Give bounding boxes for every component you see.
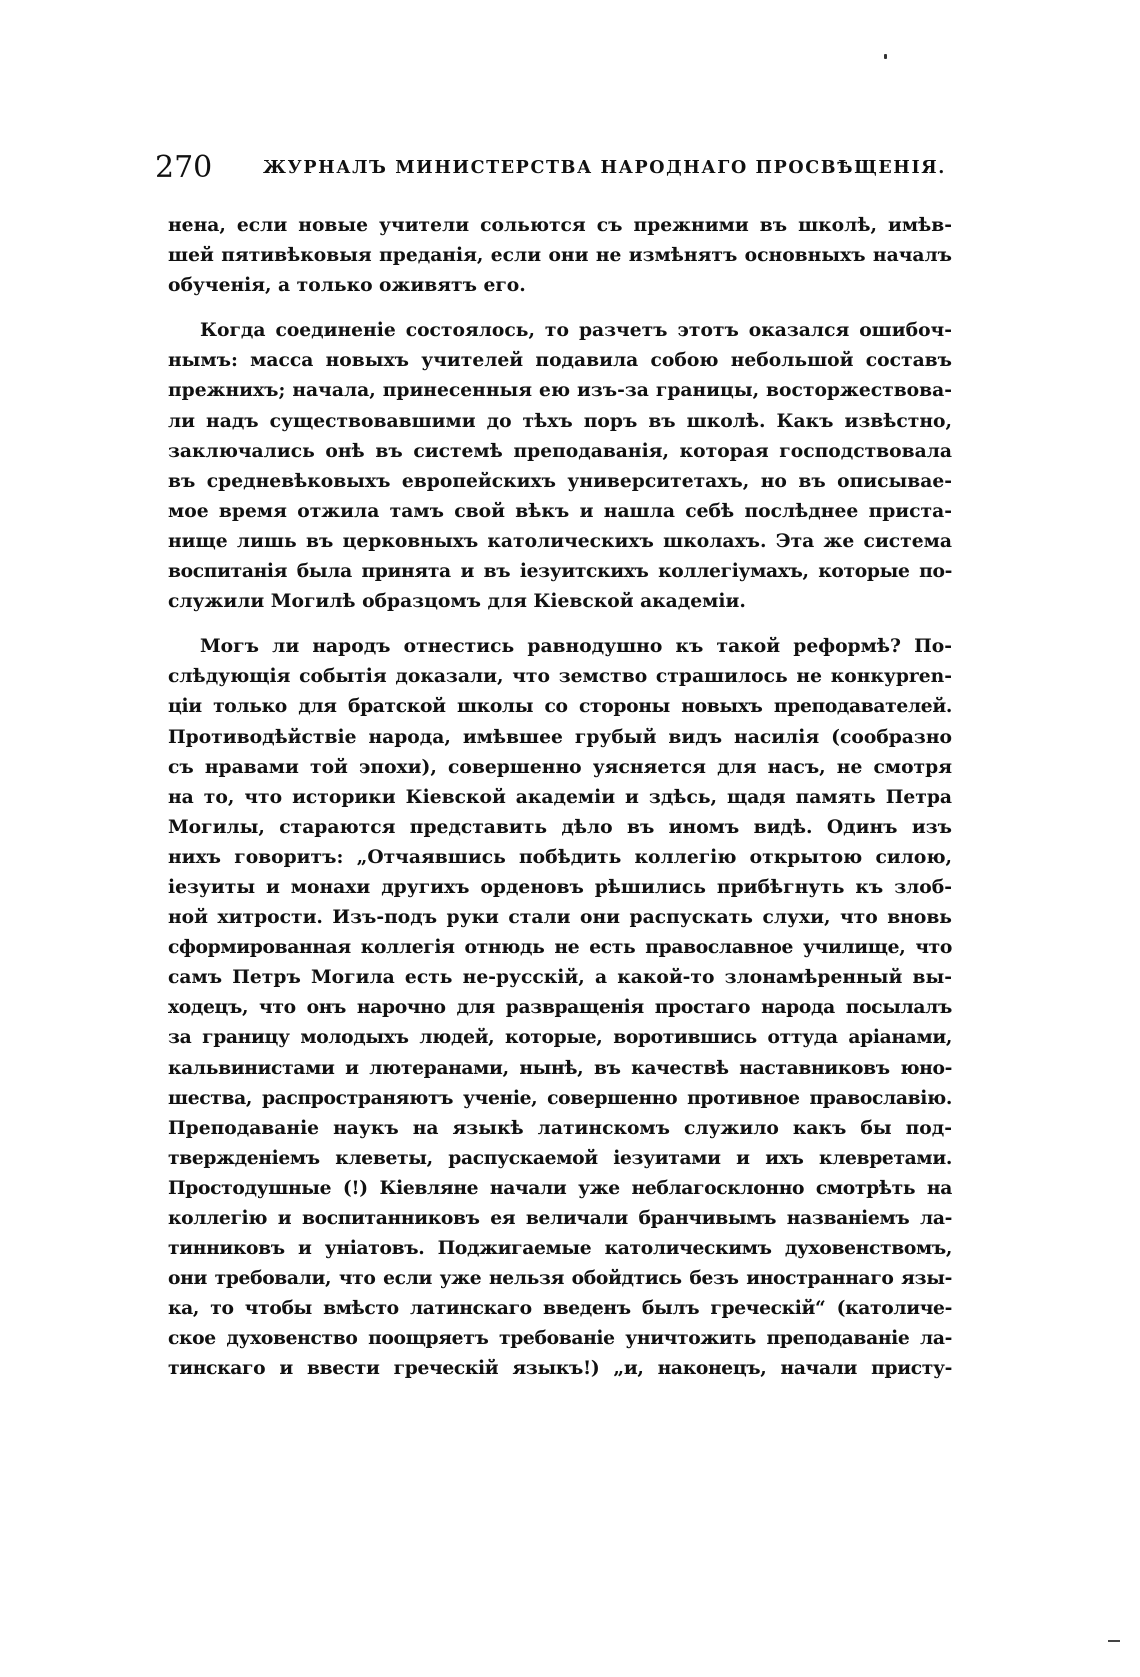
text-line: въ средневѣковыхъ европейскихъ университетахъ, но въ описывае- <box>168 469 952 492</box>
text-line: тинскаго и ввести греческій языкъ!) „и, наконецъ, начали присту- <box>168 1357 952 1380</box>
text-line: сформированная коллегія отнюдь не есть православное училище, что <box>168 936 952 959</box>
body-text <box>168 210 952 1399</box>
text-line: тинниковъ и уніатовъ. Поджигаемые католическимъ духовенствомъ, <box>168 1237 952 1260</box>
page-number: 270 <box>155 150 213 185</box>
text-line: нище лишь въ церковныхъ католическихъ школахъ. Эта же система <box>168 529 952 552</box>
text-line: прежнихъ; начала, принесенныя ею изъ-за границы, восторжествова- <box>168 379 952 402</box>
text-line: ли надъ существовавшими до тѣхъ поръ въ школѣ. Какъ извѣстно, <box>168 409 952 432</box>
text-line: обученія, а только оживятъ его. <box>168 274 526 297</box>
text-line: мое время отжила тамъ свой вѣкъ и нашла себѣ послѣднее приста- <box>168 499 952 522</box>
paragraph-continuation <box>168 210 952 300</box>
page-header <box>155 148 945 188</box>
text-line: Когда соединеніе состоялось, то разчетъ этотъ оказался ошибоч- <box>200 319 952 342</box>
text-line: за границу молодыхъ людей, которые, воротившись оттуда аріанами, <box>168 1026 952 1049</box>
text-line: нымъ: масса новыхъ учителей подавила собою небольшой составъ <box>168 349 952 372</box>
text-line: слѣдующія событія доказали, что земство страшилось не конкурren- <box>168 665 952 688</box>
text-line: заключались онѣ въ системѣ преподаванія, которая господствовала <box>168 439 952 462</box>
text-line: на то, что историки Кіевской академіи и здѣсь, щадя память Петра <box>168 785 952 808</box>
text-line: ходецъ, что онъ нарочно для развращенія простаго народа посылалъ <box>168 996 952 1019</box>
text-line: служили Могилѣ образцомъ для Кіевской академіи. <box>168 590 746 613</box>
running-head: ЖУРНАЛЪ МИНИСТЕРСТВА НАРОДНАГО ПРОСВѢЩЕНІЯ. <box>263 158 946 178</box>
text-line: шества, распространяютъ ученіе, совершенно противное православію. <box>168 1086 952 1109</box>
scan-corner-mark <box>1108 1640 1120 1642</box>
text-line: ское духовенство поощряетъ требованіе уничтожить преподаваніе ла- <box>168 1327 952 1350</box>
text-line: Могилы, стараются представить дѣло въ иномъ видѣ. Одинъ изъ <box>168 815 952 838</box>
text-line: Могъ ли народъ отнестись равнодушно къ такой реформѣ? По- <box>200 635 952 658</box>
text-line: самъ Петръ Могила есть не-русскій, а какой-то злонамѣренный вы- <box>168 966 952 989</box>
text-line: нена, если новые учители сольются съ прежними въ школѣ, имѣв- <box>168 214 952 236</box>
text-line: ціи только для братской школы со стороны новыхъ преподавателей. <box>168 695 952 718</box>
text-line: кальвинистами и лютеранами, нынѣ, въ качествѣ наставниковъ юно- <box>168 1056 952 1079</box>
paragraph-union <box>168 315 952 616</box>
text-line: съ нравами той эпохи), совершенно уясняется для насъ, не смотря <box>168 755 952 778</box>
text-line: Преподаваніе наукъ на языкѣ латинскомъ служило какъ бы под- <box>168 1116 952 1139</box>
text-line: воспитанія была принята и въ іезуитскихъ коллегіумахъ, которые по- <box>168 560 952 583</box>
paragraph-reform <box>168 631 952 1383</box>
text-line: шей пятивѣковыя преданія, если они не измѣнятъ основныхъ началъ <box>168 244 952 267</box>
text-line: Простодушные (!) Кіевляне начали уже неблагосклонно смотрѣть на <box>168 1176 952 1199</box>
text-line: они требовали, что если уже нельзя обойдтись безъ иностраннаго язы- <box>168 1267 952 1290</box>
text-line: коллегію и воспитанниковъ ея величали бранчивымъ названіемъ ла- <box>168 1207 952 1229</box>
text-line: ка, то чтобы вмѣсто латинскаго введенъ былъ греческій“ (католиче- <box>168 1297 952 1320</box>
text-line: іезуиты и монахи другихъ орденовъ рѣшились прибѣгнуть къ злоб- <box>168 875 952 898</box>
text-line: ной хитрости. Изъ-подъ руки стали они распускать слухи, что вновь <box>168 906 952 929</box>
text-line: твержденіемъ клеветы, распускаемой іезуитами и ихъ клевретами. <box>168 1146 952 1169</box>
text-line: Противодѣйствіе народа, имѣвшее грубый видъ насилія (сообразно <box>168 725 952 748</box>
print-speck <box>884 54 887 59</box>
text-line: нихъ говоритъ: „Отчаявшись побѣдить коллегію открытою силою, <box>168 845 952 868</box>
